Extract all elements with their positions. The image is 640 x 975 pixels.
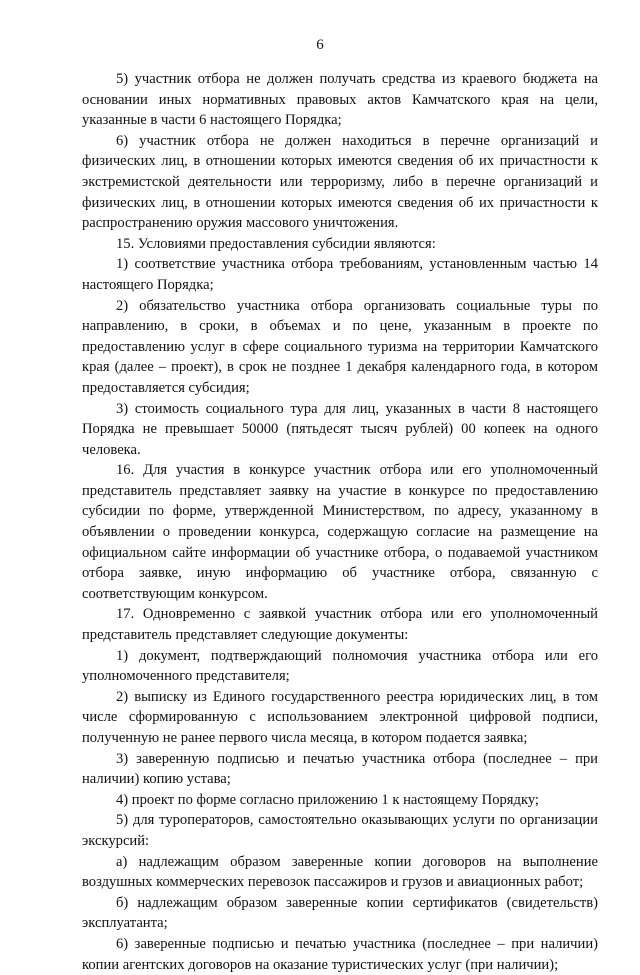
paragraph-15-heading: 15. Условиями предоставления субсидии являются: xyxy=(116,235,436,252)
paragraph-17-5-b: б) надлежащим образом заверенные копии сертификатов (свидетельств) эксплуатанта; xyxy=(82,894,598,932)
paragraph-17-5-a: а) надлежащим образом заверенные копии договоров на выполнение воздушных коммерческих перевозок пассажиров и грузов и авиационных работ; xyxy=(82,853,598,891)
paragraph-15-3: 3) стоимость социального тура для лиц, указанных в части 8 настоящего Порядка не превышает 50000 (пятьдесят тысяч рублей) 00 копеек на одного человека. xyxy=(82,400,598,458)
document-body xyxy=(82,69,598,975)
paragraph-17-5: 5) для туроператоров, самостоятельно оказывающих услуги по организации экскурсий: xyxy=(82,812,598,849)
paragraph-14-6: 6) участник отбора не должен находиться в перечне организаций и физических лиц, в отношении которых имеются сведения об их причастности к экстремистской деятельности или терроризму, либо в перечне организаций и физических лиц, в отношении которых имеются сведения об их причастности к распространению оружия массового уничтожения. xyxy=(82,132,598,232)
paragraph-15-2: 2) обязательство участника отбора организовать социальные туры по направлению, в сроки, в объемах и по цене, указанным в проекте по предоставлению услуг в сфере социального туризма на территории Камчатского края (далее – проект), в срок не позднее 1 декабря календарного года, в котором предоставляется субсидия; xyxy=(82,297,598,396)
paragraph-14-5: 5) участник отбора не должен получать средства из краевого бюджета на основании иных нормативных правовых актов Камчатского края на цели, указанные в части 6 настоящего Порядка; xyxy=(82,71,598,129)
paragraph-17-2: 2) выписку из Единого государственного реестра юридических лиц, в том числе сформированную с использованием электронной цифровой подписи, полученную не ранее первого числа месяца, в котором подается заявка; xyxy=(82,688,598,746)
paragraph-17-4: 4) проект по форме согласно приложению 1 к настоящему Порядку; xyxy=(116,791,539,808)
paragraph-16: 16. Для участия в конкурсе участник отбора или его уполномоченный представитель представляет заявку на участие в конкурсе по предоставлению субсидии по форме, утвержденной Министерством, по адресу, указанному в объявлении о проведении конкурса, содержащую согласие на размещение на официальном сайте информации об участнике отбора, о подаваемой участником отбора заявке, иную информацию об участнике отбора, связанную с соответствующим конкурсом. xyxy=(82,462,598,602)
paragraph-17-1: 1) документ, подтверждающий полномочия участника отбора или его уполномоченного представителя; xyxy=(82,647,598,685)
page-number: 6 xyxy=(316,37,324,53)
paragraph-17-3: 3) заверенную подписью и печатью участника отбора (последнее – при наличии) копию устава; xyxy=(82,750,598,788)
paragraph-17-heading: 17. Одновременно с заявкой участник отбора или его уполномоченный представитель представляет следующие документы: xyxy=(82,606,598,644)
paragraph-17-6: 6) заверенные подписью и печатью участника (последнее – при наличии) копии агентских договоров на оказание туристических услуг (при наличии); xyxy=(82,935,598,973)
paragraph-15-1: 1) соответствие участника отбора требованиям, установленным частью 14 настоящего Порядка; xyxy=(82,256,598,293)
